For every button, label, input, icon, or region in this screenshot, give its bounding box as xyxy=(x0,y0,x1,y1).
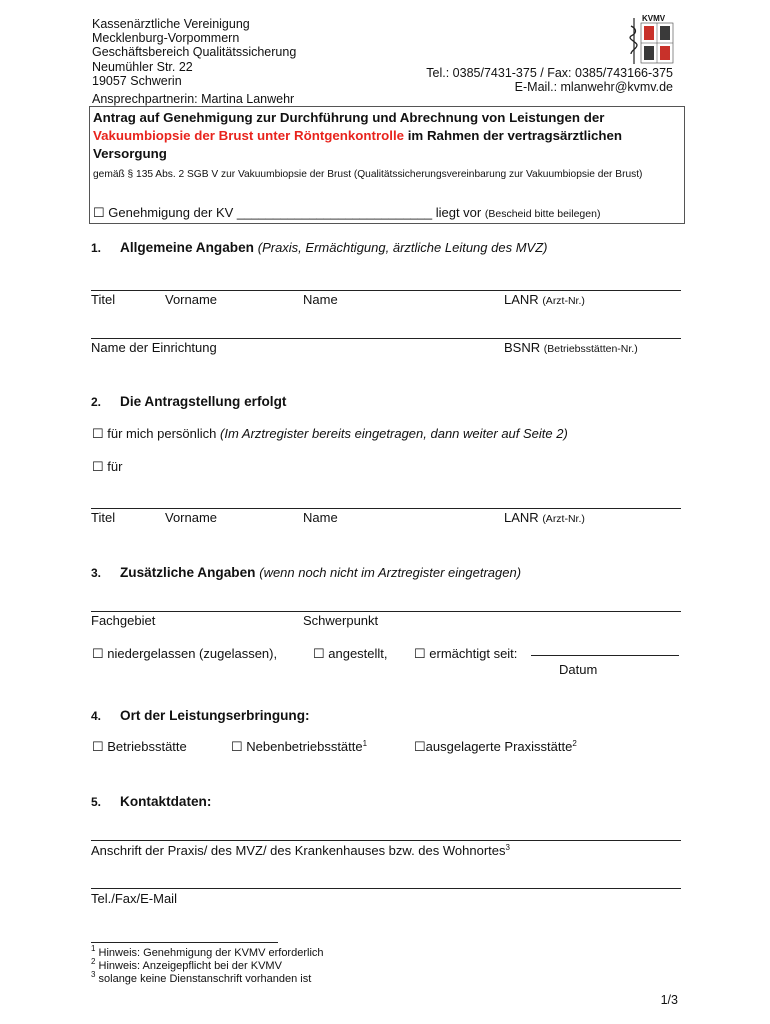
contact-info xyxy=(426,66,673,94)
kvmv-logo xyxy=(628,14,674,68)
checkbox-nebenbetriebsstaette[interactable]: ☐ Nebenbetriebsstätte$^1$ xyxy=(231,739,368,754)
section-2-title: Die Antragstellung erfolgt xyxy=(120,394,287,409)
page-number: 1/3 xyxy=(660,993,678,1007)
label-name: Name xyxy=(303,510,338,525)
checkbox-ausgelagerte[interactable]: ☐ausgelagerte Praxisstätte$^2$ xyxy=(414,739,577,754)
label-lanr: LANR (Arzt-Nr.) xyxy=(504,292,585,307)
checkbox-personal[interactable]: ☐ für mich persönlich (Im Arztregister bereits eingetragen, dann weiter auf Seite 2) xyxy=(92,426,568,441)
personal-note: (Im Arztregister bereits eingetragen, dann weiter auf Seite 2) xyxy=(220,426,568,441)
label-titel: Titel xyxy=(91,292,116,307)
sender-address xyxy=(92,17,296,88)
section-5-title: Kontaktdaten: xyxy=(120,794,212,809)
label-name: Name xyxy=(303,292,338,307)
section-5-heading: 5. Kontaktdaten: xyxy=(91,794,212,809)
label-lanr: LANR (Arzt-Nr.) xyxy=(504,510,585,525)
contact-phone-fax: Tel.: 0385/7431-375 / Fax: 0385/743166-375 xyxy=(426,66,673,80)
section-2-heading: 2. Die Antragstellung erfolgt xyxy=(91,394,287,409)
approval-label: ☐ Genehmigung der KV ___________________________ liegt vor xyxy=(93,205,482,220)
label-fachgebiet: Fachgebiet xyxy=(91,613,156,628)
checkbox-betriebsstaette[interactable]: ☐ Betriebsstätte xyxy=(92,739,187,754)
section-3-heading: 3. Zusätzliche Angaben (wenn noch nicht im Arztregister eingetragen) xyxy=(91,565,522,580)
date-input-line[interactable] xyxy=(531,655,679,656)
contact-person: Ansprechpartnerin: Martina Lanwehr xyxy=(92,92,295,106)
label-titel: Titel xyxy=(91,510,116,525)
logo-text: KVMV xyxy=(642,14,666,23)
section-4-heading: 4. Ort der Leistungserbringung: xyxy=(91,708,310,723)
title-part2: im Rahmen der vertragsärztlichen Versorgung xyxy=(93,128,623,161)
footnote-separator xyxy=(91,942,278,943)
footnote-1: $^1$ Hinweis: Genehmigung der KVMV erforderlich xyxy=(91,944,324,959)
title-part1: Antrag auf Genehmigung zur Durchführung und Abrechnung von Leistungen der xyxy=(93,110,605,125)
input-line[interactable] xyxy=(91,508,681,509)
label-einrichtung: Name der Einrichtung xyxy=(91,340,217,355)
input-line[interactable] xyxy=(91,888,681,889)
label-anschrift: Anschrift der Praxis/ des MVZ/ des Krankenhauses bzw. des Wohnortes$^3$ xyxy=(91,843,510,858)
approval-note: (Bescheid bitte beilegen) xyxy=(484,208,601,220)
checkbox-angestellt[interactable]: ☐ angestellt, xyxy=(313,646,388,661)
input-line[interactable] xyxy=(91,611,681,612)
sender-line: 19057 Schwerin xyxy=(92,73,182,88)
sender-line: Neumühler Str. 22 xyxy=(92,59,193,74)
section-3-subtitle: (wenn noch nicht im Arztregister eingetragen) xyxy=(259,565,522,580)
contact-email: E-Mail.: mlanwehr@kvmv.de xyxy=(514,80,673,94)
label-tel: Tel./Fax/E-Mail xyxy=(91,891,177,906)
label-datum: Datum xyxy=(559,662,598,677)
checkbox-for[interactable]: ☐ für xyxy=(92,459,123,474)
approval-checkbox[interactable] xyxy=(93,205,600,221)
input-line[interactable] xyxy=(91,840,681,841)
form-title xyxy=(93,109,681,163)
input-line[interactable] xyxy=(91,290,681,291)
label-vorname: Vorname xyxy=(165,292,218,307)
section-3-title: Zusätzliche Angaben xyxy=(120,565,256,580)
sender-line: Geschäftsbereich Qualitätssicherung xyxy=(92,45,297,60)
section-1-heading: 1. Allgemeine Angaben (Praxis, Ermächtigung, ärztliche Leitung des MVZ) xyxy=(91,240,548,255)
checkbox-niedergelassen[interactable]: ☐ niedergelassen (zugelassen), xyxy=(92,646,278,661)
title-box xyxy=(89,106,685,224)
footnote-3: $^3$ solange keine Dienstanschrift vorhanden ist xyxy=(91,970,312,985)
label-schwerpunkt: Schwerpunkt xyxy=(303,613,379,628)
section-4-title: Ort der Leistungserbringung: xyxy=(120,708,310,723)
legal-basis: gemäß § 135 Abs. 2 SGB V zur Vakuumbiopsie der Brust (Qualitätssicherungsvereinbarung zur Vakuumbiopsie der Brust) xyxy=(93,169,643,180)
sender-line: Kassenärztliche Vereinigung xyxy=(92,17,250,31)
label-vorname: Vorname xyxy=(165,510,218,525)
label-bsnr: BSNR (Betriebsstätten-Nr.) xyxy=(504,340,638,355)
footnote-2: $^2$ Hinweis: Anzeigepflicht bei der KVMV xyxy=(91,957,282,972)
checkbox-ermaechtigt[interactable]: ☐ ermächtigt seit: xyxy=(414,646,518,661)
input-line[interactable] xyxy=(91,338,681,339)
section-1-subtitle: (Praxis, Ermächtigung, ärztliche Leitung des MVZ) xyxy=(257,240,548,255)
section-1-title: Allgemeine Angaben xyxy=(120,240,254,255)
title-red: Vakuumbiopsie der Brust unter Röntgenkontrolle xyxy=(93,128,405,143)
sender-line: Mecklenburg-Vorpommern xyxy=(92,31,240,46)
